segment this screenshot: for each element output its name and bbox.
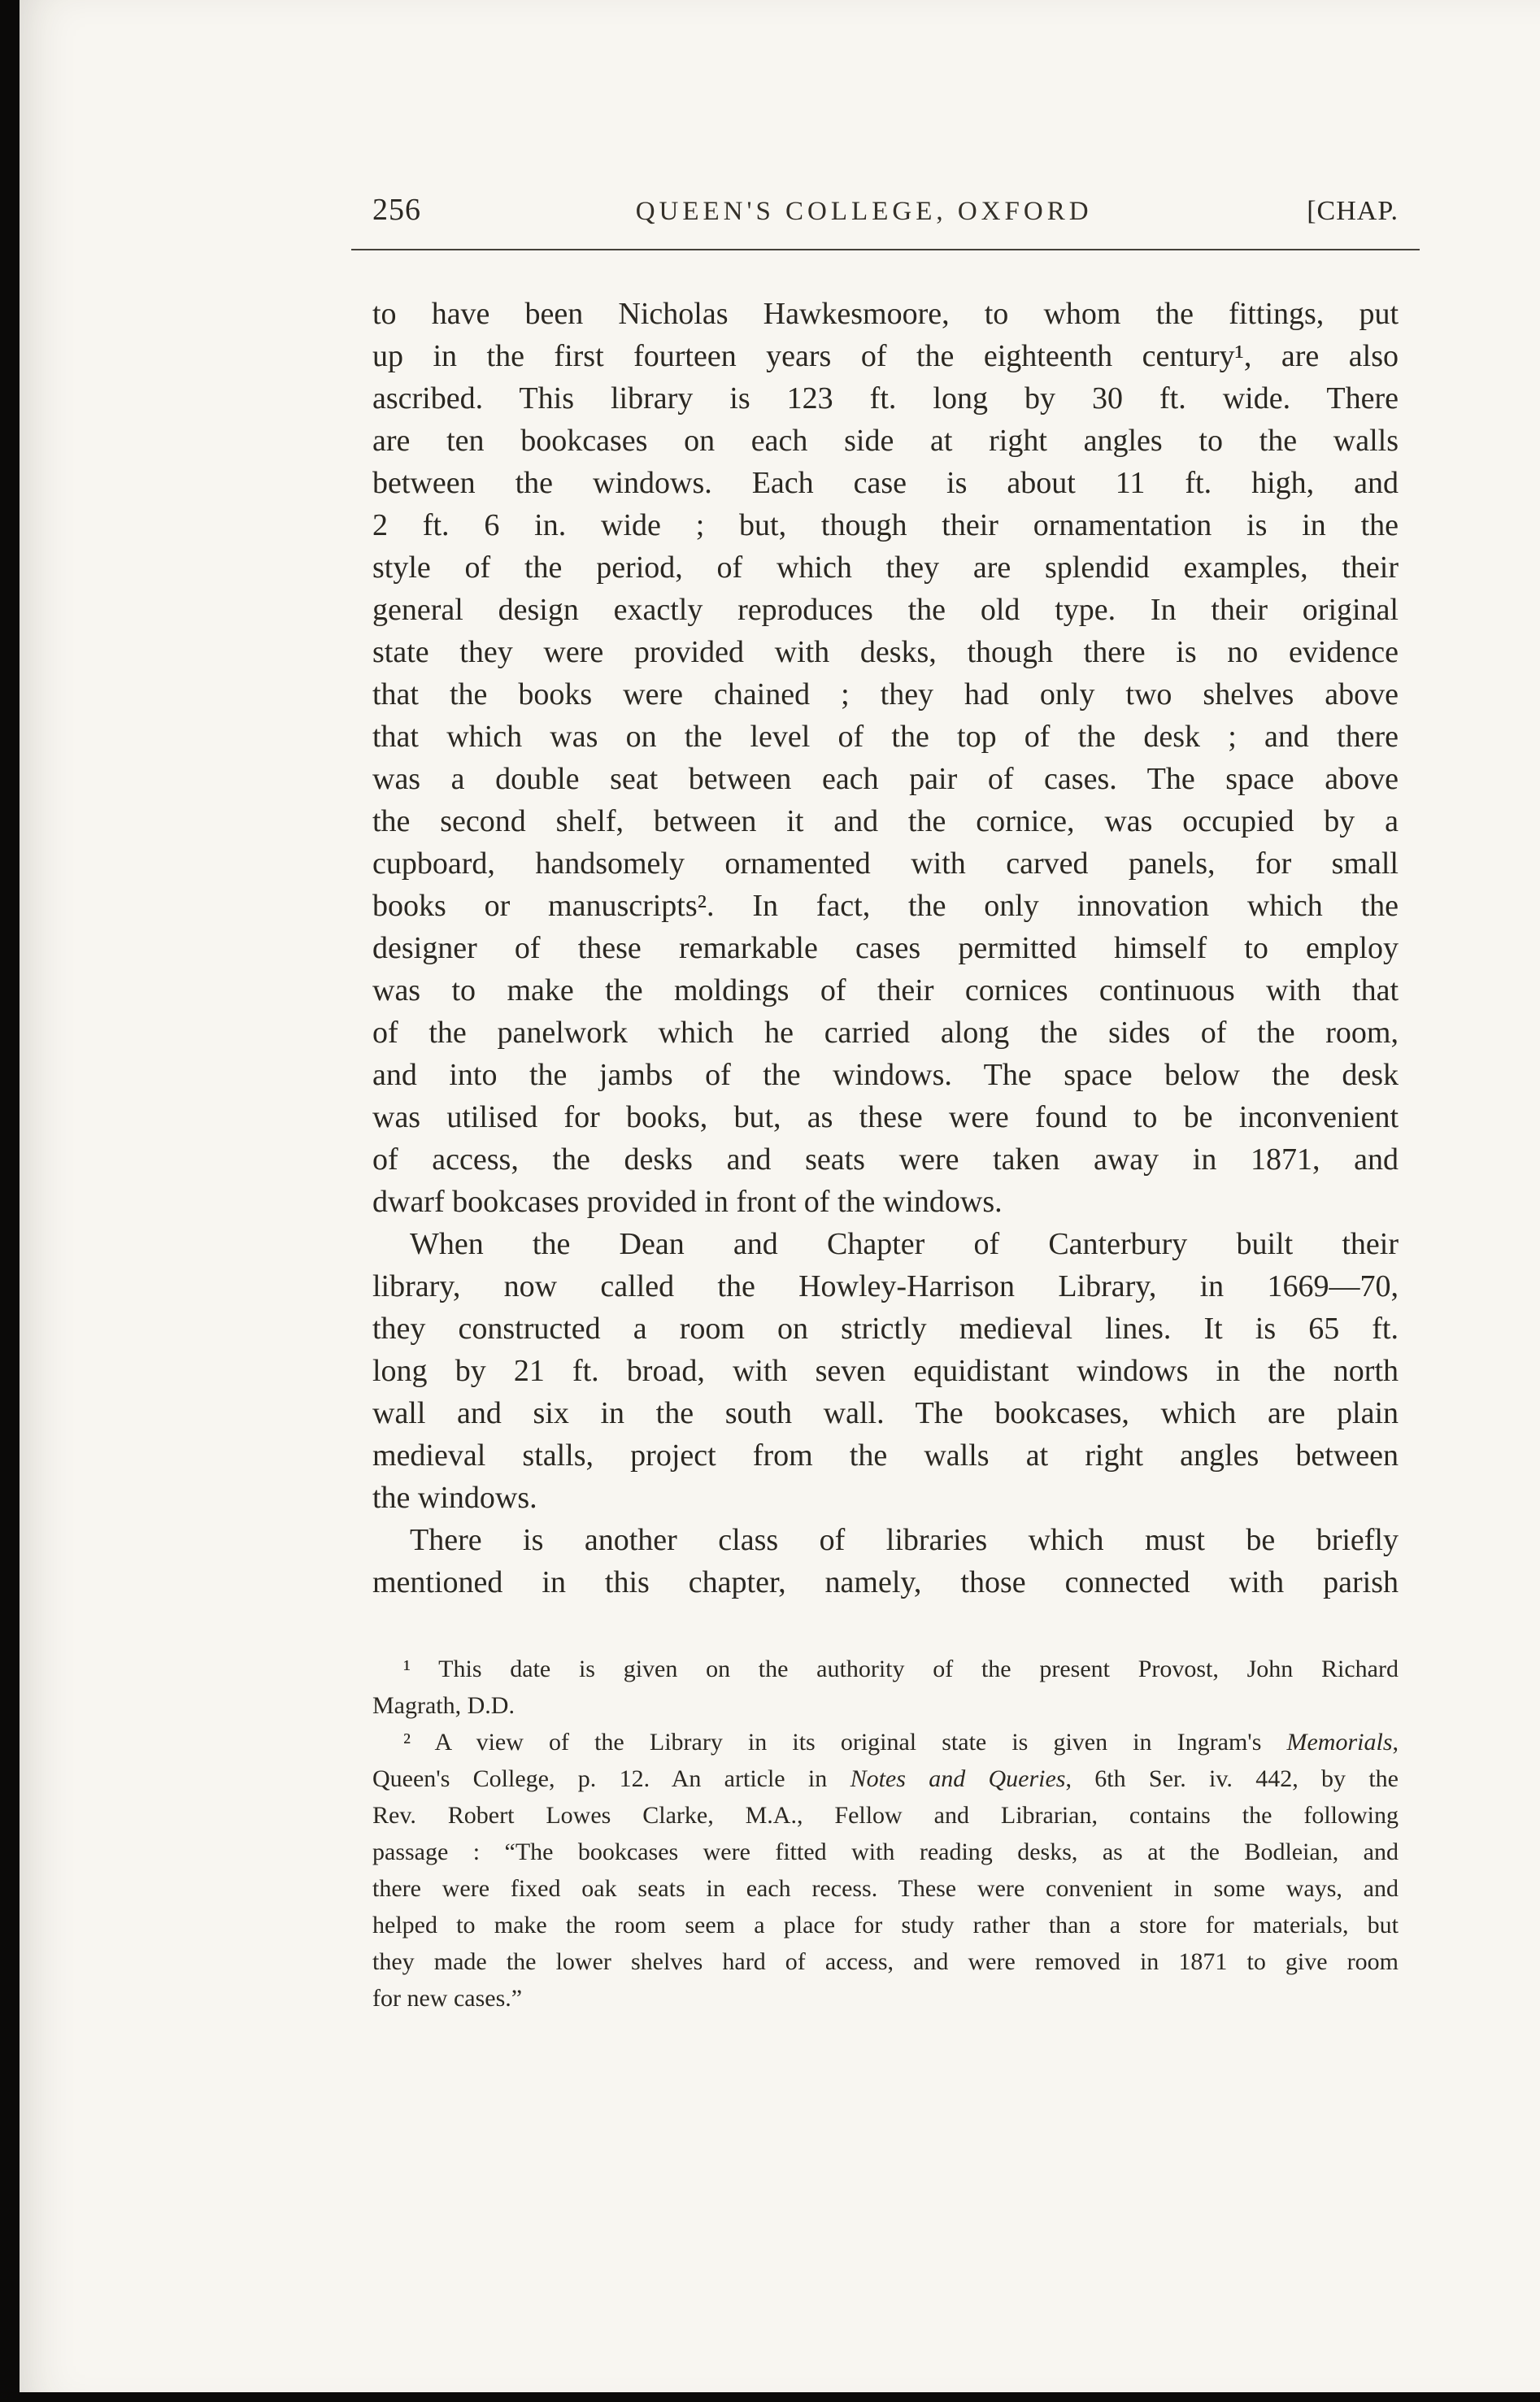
text-line: helped to make the room seem a place for study rather than a store for materials, but [372, 1912, 1399, 1939]
paragraph-1 [372, 293, 1399, 1223]
text-line: Rev. Robert Lowes Clarke, M.A., Fellow and Librarian, contains the following [372, 1802, 1399, 1829]
text-line: that which was on the level of the top of the desk ; and there [372, 720, 1399, 754]
page-content [372, 192, 1399, 2017]
text-line: cupboard, handsomely ornamented with carved panels, for small [372, 846, 1399, 881]
text-line: for new cases.” [372, 1985, 523, 2012]
running-title: QUEEN'S COLLEGE, OXFORD [635, 197, 1093, 226]
footnotes [372, 1651, 1399, 2017]
text-line: was a double seat between each pair of cases. The space above [372, 762, 1399, 796]
text-line: was to make the moldings of their cornices continuous with that [372, 973, 1399, 1007]
chapter-marker: [CHAP. [1307, 196, 1399, 226]
scan-edge-shadow-bottom [0, 2392, 1540, 2402]
text-line: style of the period, of which they are splendid examples, their [372, 550, 1399, 585]
text-line: are ten bookcases on each side at right angles to the walls [372, 424, 1399, 458]
text-line: medieval stalls, project from the walls at right angles between [372, 1438, 1399, 1473]
footnote-1 [372, 1651, 1399, 1724]
text-line: state they were provided with desks, though there is no evidence [372, 635, 1399, 669]
text-line: general design exactly reproduces the old type. In their original [372, 593, 1399, 627]
text-line: 2 ft. 6 in. wide ; but, though their ornamentation is in the [372, 508, 1399, 542]
text-line: books or manuscripts². In fact, the only innovation which the [372, 889, 1399, 923]
text-line: long by 21 ft. broad, with seven equidistant windows in the north [372, 1354, 1399, 1388]
text-line: and into the jambs of the windows. The space below the desk [372, 1058, 1399, 1092]
body-text [372, 293, 1399, 1604]
text-line: of access, the desks and seats were taken away in 1871, and [372, 1142, 1399, 1177]
text-line: wall and six in the south wall. The bookcases, which are plain [372, 1396, 1399, 1430]
footnote-2 [372, 1724, 1399, 2017]
paragraph-3 [372, 1519, 1399, 1604]
text-line: ascribed. This library is 123 ft. long by 30 ft. wide. There [372, 381, 1399, 416]
text-line: they made the lower shelves hard of access, and were removed in 1871 to give room [372, 1948, 1399, 1975]
text-line: When the Dean and Chapter of Canterbury built their [410, 1227, 1399, 1261]
text-line: there were fixed oak seats in each recess. These were convenient in some ways, and [372, 1875, 1399, 1902]
text-line: passage : “The bookcases were fitted with reading desks, as at the Bodleian, and [372, 1838, 1399, 1865]
text-line: that the books were chained ; they had only two shelves above [372, 677, 1399, 711]
text-line: the second shelf, between it and the cornice, was occupied by a [372, 804, 1399, 838]
text-line: ² A view of the Library in its original state is given in Ingram's Memorials, [403, 1729, 1399, 1756]
text-line: between the windows. Each case is about 11 ft. high, and [372, 466, 1399, 500]
text-line: of the panelwork which he carried along the sides of the room, [372, 1016, 1399, 1050]
text-line: Magrath, D.D. [372, 1692, 515, 1719]
text-line: ¹ This date is given on the authority of the present Provost, John Richard [403, 1656, 1399, 1682]
paragraph-2 [372, 1223, 1399, 1519]
text-line: the windows. [372, 1481, 537, 1515]
running-header [372, 192, 1399, 229]
text-line: up in the first fourteen years of the eighteenth century¹, are also [372, 339, 1399, 373]
text-line: they constructed a room on strictly medieval lines. It is 65 ft. [372, 1312, 1399, 1346]
text-line: to have been Nicholas Hawkesmoore, to whom the fittings, put [372, 297, 1399, 331]
header-rule [351, 249, 1420, 250]
text-line: designer of these remarkable cases permitted himself to employ [372, 931, 1399, 965]
text-line: library, now called the Howley-Harrison Library, in 1669—70, [372, 1269, 1399, 1303]
text-line: Queen's College, p. 12. An article in Notes and Queries, 6th Ser. iv. 442, by the [372, 1765, 1399, 1792]
page-number: 256 [372, 193, 421, 227]
scan-gutter-shadow-left [0, 0, 20, 2402]
text-line: was utilised for books, but, as these were found to be inconvenient [372, 1100, 1399, 1134]
text-line: There is another class of libraries which must be briefly [410, 1523, 1399, 1557]
text-line: dwarf bookcases provided in front of the windows. [372, 1185, 1003, 1219]
text-line: mentioned in this chapter, namely, those connected with parish [372, 1565, 1399, 1599]
